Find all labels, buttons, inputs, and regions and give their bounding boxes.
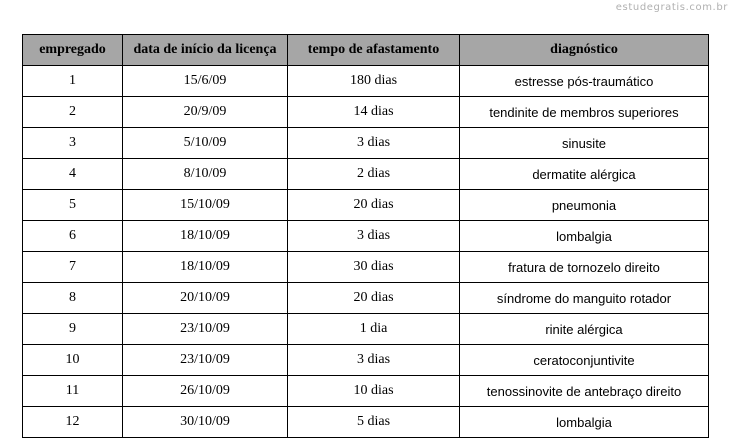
- cell-empregado: 9: [23, 314, 123, 345]
- cell-diagnostico: lombalgia: [460, 407, 709, 438]
- table-row: [23, 314, 709, 345]
- cell-empregado: 7: [23, 252, 123, 283]
- cell-diagnostico: fratura de tornozelo direito: [460, 252, 709, 283]
- table-row: [23, 66, 709, 97]
- cell-data-inicio: 15/10/09: [123, 190, 288, 221]
- cell-tempo-afastamento: 3 dias: [288, 221, 460, 252]
- cell-tempo-afastamento: 2 dias: [288, 159, 460, 190]
- cell-data-inicio: 20/10/09: [123, 283, 288, 314]
- cell-empregado: 12: [23, 407, 123, 438]
- table-row: [23, 97, 709, 128]
- header-row: [23, 35, 709, 66]
- table-row: [23, 376, 709, 407]
- cell-diagnostico: lombalgia: [460, 221, 709, 252]
- cell-empregado: 4: [23, 159, 123, 190]
- cell-empregado: 6: [23, 221, 123, 252]
- cell-diagnostico: dermatite alérgica: [460, 159, 709, 190]
- cell-data-inicio: 18/10/09: [123, 252, 288, 283]
- col-header-data-inicio: data de início da licença: [123, 35, 288, 66]
- cell-diagnostico: ceratoconjuntivite: [460, 345, 709, 376]
- cell-data-inicio: 30/10/09: [123, 407, 288, 438]
- table-body: [23, 66, 709, 438]
- cell-data-inicio: 23/10/09: [123, 314, 288, 345]
- table-row: [23, 283, 709, 314]
- cell-empregado: 2: [23, 97, 123, 128]
- cell-tempo-afastamento: 30 dias: [288, 252, 460, 283]
- cell-diagnostico: estresse pós-traumático: [460, 66, 709, 97]
- table-row: [23, 190, 709, 221]
- cell-data-inicio: 5/10/09: [123, 128, 288, 159]
- cell-diagnostico: síndrome do manguito rotador: [460, 283, 709, 314]
- cell-data-inicio: 8/10/09: [123, 159, 288, 190]
- cell-diagnostico: rinite alérgica: [460, 314, 709, 345]
- cell-empregado: 3: [23, 128, 123, 159]
- cell-tempo-afastamento: 14 dias: [288, 97, 460, 128]
- cell-empregado: 8: [23, 283, 123, 314]
- cell-tempo-afastamento: 5 dias: [288, 407, 460, 438]
- table-row: [23, 345, 709, 376]
- cell-empregado: 5: [23, 190, 123, 221]
- table-row: [23, 221, 709, 252]
- cell-tempo-afastamento: 3 dias: [288, 128, 460, 159]
- cell-tempo-afastamento: 10 dias: [288, 376, 460, 407]
- cell-tempo-afastamento: 20 dias: [288, 283, 460, 314]
- cell-data-inicio: 26/10/09: [123, 376, 288, 407]
- col-header-empregado: empregado: [23, 35, 123, 66]
- cell-tempo-afastamento: 180 dias: [288, 66, 460, 97]
- cell-empregado: 1: [23, 66, 123, 97]
- table-row: [23, 128, 709, 159]
- cell-tempo-afastamento: 20 dias: [288, 190, 460, 221]
- cell-diagnostico: tendinite de membros superiores: [460, 97, 709, 128]
- cell-data-inicio: 20/9/09: [123, 97, 288, 128]
- cell-empregado: 11: [23, 376, 123, 407]
- table-header: [23, 35, 709, 66]
- cell-data-inicio: 18/10/09: [123, 221, 288, 252]
- cell-diagnostico: tenossinovite de antebraço direito: [460, 376, 709, 407]
- table-row: [23, 252, 709, 283]
- cell-empregado: 10: [23, 345, 123, 376]
- cell-data-inicio: 23/10/09: [123, 345, 288, 376]
- leave-table: [22, 34, 709, 438]
- cell-tempo-afastamento: 3 dias: [288, 345, 460, 376]
- table-row: [23, 159, 709, 190]
- cell-tempo-afastamento: 1 dia: [288, 314, 460, 345]
- col-header-tempo-afastamento: tempo de afastamento: [288, 35, 460, 66]
- cell-data-inicio: 15/6/09: [123, 66, 288, 97]
- cell-diagnostico: pneumonia: [460, 190, 709, 221]
- table-row: [23, 407, 709, 438]
- cell-diagnostico: sinusite: [460, 128, 709, 159]
- col-header-diagnostico: diagnóstico: [460, 35, 709, 66]
- watermark: estudegratis.com.br: [615, 2, 728, 13]
